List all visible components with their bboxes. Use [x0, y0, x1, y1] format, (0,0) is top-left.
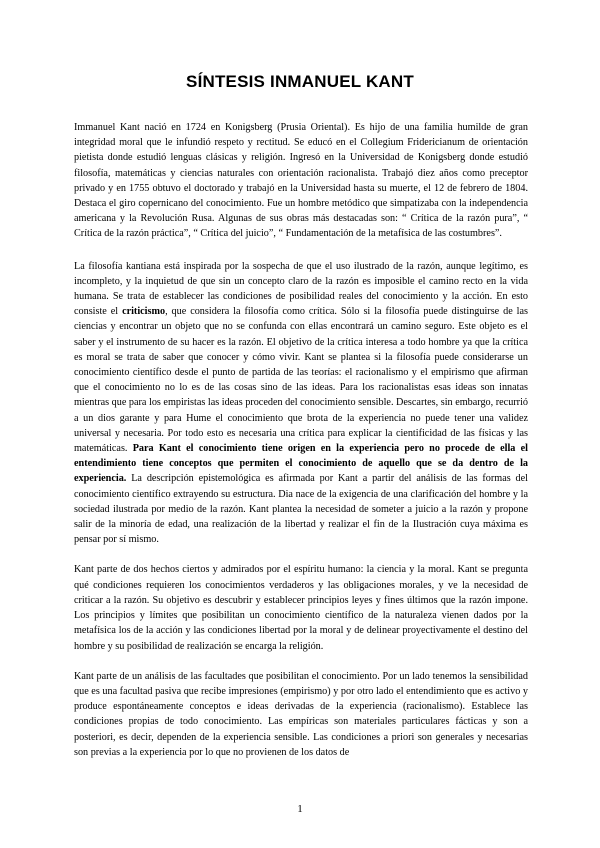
paragraph-criticism-part-c: La descripción epistemológica es afirmada por Kant a partir del análisis de las formas del conocimiento científico extrayendo su estructura. Dia nace de la exigencia de una clarificación del hombre y la sociedad ilustrada por medio de la razón. Kant plantea la necesidad de someter a juicio a la razón y propone salir de la minoría de edad, una realización de la libertad y realizar el fin de la Ilustración cuya máxima es pensar por sí mismo. [74, 473, 528, 546]
document-body [74, 120, 528, 775]
document-title: SÍNTESIS INMANUEL KANT [186, 72, 414, 91]
knowledge-thesis: Para Kant el conocimiento tiene origen en la experiencia pero no procede de ella el entendimiento tiene conceptos que permiten el conocimiento de aquello que se da dentro de la experiencia. [74, 443, 528, 485]
criticism-term: criticismo [122, 306, 166, 318]
paragraph-criticism-part-a: La filosofía kantiana está inspirada por la sospecha de que el uso ilustrado de la razón, aunque legítimo, es incompleto, y la inquietud de que sin un concepto claro de la razón es imposible el camino recto en la vida humana. Se trata de establecer las condiciones de posibilidad reales del conocimiento y la acción. En esto consiste el [74, 260, 528, 318]
paragraph-science-moral: Kant parte de dos hechos ciertos y admirados por el espíritu humano: la ciencia y la moral. Kant se pregunta qué condiciones requieren los conocimientos verdaderos y las obligaciones morales, y ve la necesidad de criticar a la razón. Su objetivo es descubrir y establecer principios leyes y fines últimos que la razón impone. Los principios y límites que posibilitan un conocimiento científico de la naturaleza vienen dados por la metafísica los de la acción y las condiciones libertad por la moral y de delinear proyectivamente el destino del hombre y su posibilidad de realización se encarga la religión. [74, 564, 528, 652]
paragraph-faculties: Kant parte de un análisis de las facultades que posibilitan el conocimiento. Por un lado tenemos la sensibilidad que es una facultad pasiva que recibe impresiones (empirismo) y por otro lado el entendimiento que es activo y produce espontáneamente conceptos e ideas derivadas de la experiencia (racionalismo). Establece las condiciones propias de todo conocimiento. Las empíricas son materiales particulares fácticas y son a posteriori, es decir, dependen de la experiencia sensible. Las condiciones a priori son generales y necesarias son previas a la experiencia por lo que no provienen de los datos de [74, 670, 528, 758]
page-number: 1 [297, 803, 303, 815]
paragraph-biography: Immanuel Kant nació en 1724 en Konigsberg (Prusia Oriental). Es hijo de una familia humilde de gran integridad moral que le infundió respeto y rectitud. Se educó en el Collegium Fridericianum de orientación pietista donde estudió lenguas clásicas y religión. Ingresó en la Universidad de Konigsberg donde estudió filosofía, matemáticas y ciencias naturales con orientación racionalista. Trabajó diez años como preceptor privado y en 1755 obtuvo el doctorado y trabajó en la Universidad hasta su muerte, el 12 de febrero de 1804. Destaca el giro copernicano del conocimiento. Fue un hombre metódico que simpatizaba con la independencia americana y la Revolución Rusa. Algunas de sus obras más destacadas son: “ Crítica de la razón pura”, “ Crítica de la razón práctica”, “ Crítica del juicio”, “ Fundamentación de la metafísica de las costumbres”. [74, 122, 528, 240]
paragraph-criticism-part-b: , que considera la filosofía como crítica. Sólo si la filosofía puede distinguirse de las ciencias y encontrar un objeto que no se confunda con ellas encontrará un camino seguro. Este objeto es el saber y el instrumento de su hacer es la razón. El objetivo de la crítica interesa a todo hombre ya que la crítica es moral se trata de saber que conocer y cómo vivir. Kant se plantea si la filosofía puede considerarse un conocimiento científico desde el punto de partida de las teorías: el racionalismo y el empirismo que afirman que el conocimiento no lo es de las cosas sino de las ideas. Para los racionalistas esas ideas son innatas mientras que para los empiristas las ideas proceden del conocimiento sensible. Descartes, sin embargo, recurrió a un dios garante y para Hume el conocimiento que brota de la experiencia no puede tener una validez universal y necesaria. Por todo esto es necesaria una crítica para explicar la cientificidad de las físicas y las matemáticas. [74, 306, 528, 455]
paragraph-criticism [74, 259, 528, 548]
